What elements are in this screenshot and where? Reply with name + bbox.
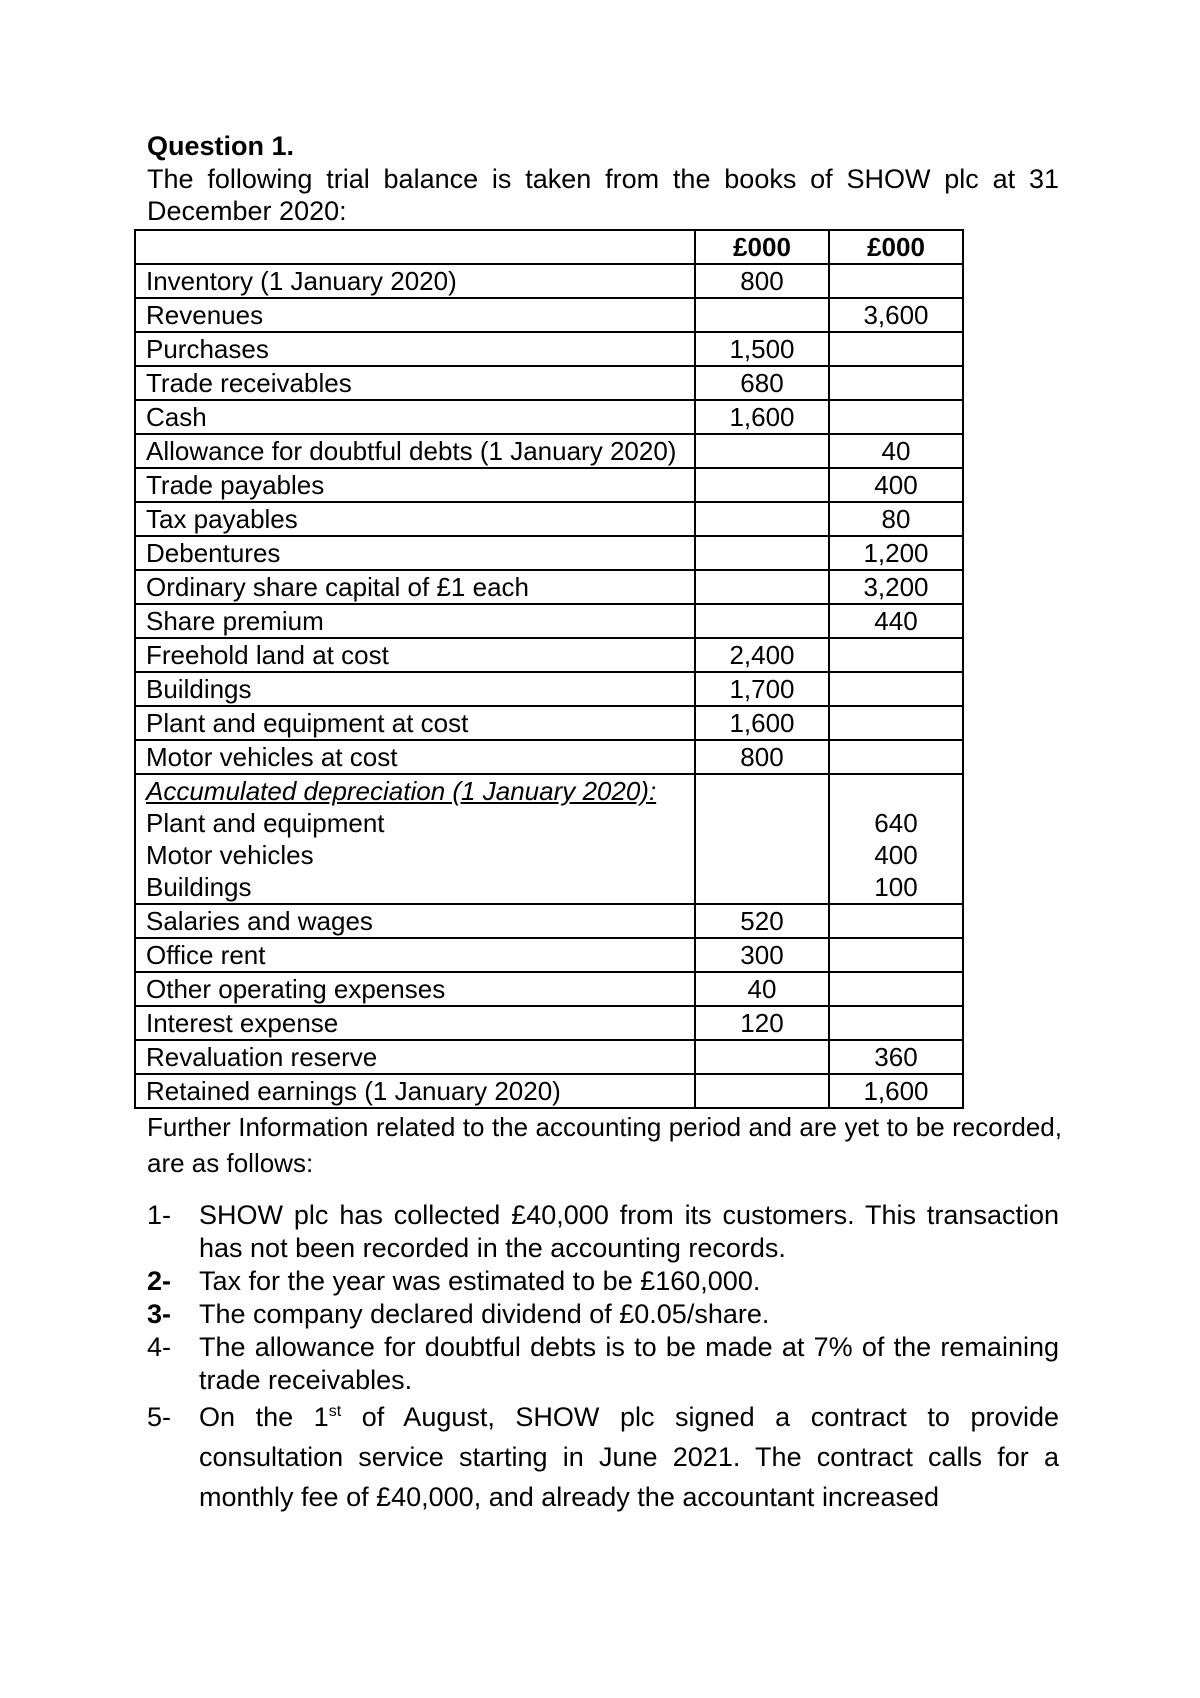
row-debit: 800 [695, 740, 829, 774]
row-label: Tax payables [135, 502, 695, 536]
row-label: Trade payables [135, 468, 695, 502]
note-text: The allowance for doubtful debts is to be made at 7% of the remaining trade receivables. [199, 1332, 1059, 1395]
acc-dep-label-cell [135, 774, 695, 904]
header-cell-debit: £000 [695, 230, 829, 264]
row-label: Inventory (1 January 2020) [135, 264, 695, 298]
row-debit: 2,400 [695, 638, 829, 672]
row-credit [829, 400, 963, 434]
row-label: Retained earnings (1 January 2020) [135, 1074, 695, 1108]
row-debit: 1,600 [695, 706, 829, 740]
row-debit: 40 [695, 972, 829, 1006]
table-row [135, 672, 963, 706]
table-row [135, 366, 963, 400]
row-label: Plant and equipment at cost [135, 706, 695, 740]
header-cell-label [135, 230, 695, 264]
note-number: 1- [147, 1200, 172, 1230]
row-credit [829, 740, 963, 774]
row-label: Motor vehicles at cost [135, 740, 695, 774]
acc-dep-item-label: Plant and equipment [146, 808, 385, 838]
table-row [135, 972, 963, 1006]
row-debit [695, 298, 829, 332]
further-information: Further Information related to the accounting period and are yet to be recorded, are as follows: [147, 1112, 1062, 1178]
row-label: Revaluation reserve [135, 1040, 695, 1074]
note-text-after: of August, SHOW plc signed a contract to provide consultation service starting in June 2021. The contract calls for a monthly fee of £40,000, and already the accountant increased [199, 1402, 1059, 1512]
table-row [135, 502, 963, 536]
table-row [135, 740, 963, 774]
table-row [135, 1074, 963, 1108]
note-text: Tax for the year was estimated to be £160,000. [199, 1266, 761, 1296]
table-row [135, 400, 963, 434]
table-row [135, 570, 963, 604]
note-number: 4- [147, 1332, 172, 1362]
table-row [135, 938, 963, 972]
note-text: SHOW plc has collected £40,000 from its customers. This transaction has not been recorded in the accounting records. [199, 1200, 1059, 1263]
table-row [135, 536, 963, 570]
row-credit: 80 [829, 502, 963, 536]
note-item [147, 1397, 1059, 1517]
table-row [135, 904, 963, 938]
row-debit [695, 1040, 829, 1074]
row-debit [695, 502, 829, 536]
row-credit: 360 [829, 1040, 963, 1074]
acc-dep-debit-cell [695, 774, 829, 904]
note-item [147, 1298, 1059, 1331]
row-debit [695, 468, 829, 502]
row-label: Revenues [135, 298, 695, 332]
acc-dep-heading: Accumulated depreciation (1 January 2020): [146, 776, 657, 806]
header-cell-credit: £000 [829, 230, 963, 264]
row-debit: 520 [695, 904, 829, 938]
row-credit [829, 264, 963, 298]
row-label: Other operating expenses [135, 972, 695, 1006]
acc-dep-item-label: Buildings [146, 872, 252, 902]
row-debit [695, 536, 829, 570]
row-credit [829, 366, 963, 400]
acc-dep-item-label: Motor vehicles [146, 840, 314, 870]
row-credit [829, 904, 963, 938]
trial-balance-table [134, 229, 964, 1109]
row-credit: 1,600 [829, 1074, 963, 1108]
row-credit [829, 938, 963, 972]
table-row [135, 604, 963, 638]
acc-dep-item-value: 640 [874, 808, 918, 838]
acc-dep-item-value: 400 [874, 840, 918, 870]
table-row [135, 638, 963, 672]
acc-dep-credit-cell [829, 774, 963, 904]
row-label: Debentures [135, 536, 695, 570]
row-label: Salaries and wages [135, 904, 695, 938]
acc-dep-item-value: 100 [874, 872, 918, 902]
question-intro: The following trial balance is taken from the books of SHOW plc at 31 December 2020: [147, 164, 1059, 226]
row-debit [695, 604, 829, 638]
row-label: Office rent [135, 938, 695, 972]
row-debit: 800 [695, 264, 829, 298]
row-credit [829, 672, 963, 706]
row-label: Purchases [135, 332, 695, 366]
question-title: Question 1. [147, 131, 295, 161]
row-credit: 400 [829, 468, 963, 502]
row-debit [695, 434, 829, 468]
note-item [147, 1331, 1059, 1397]
row-label: Allowance for doubtful debts (1 January 2020) [135, 434, 695, 468]
row-credit: 1,200 [829, 536, 963, 570]
row-credit: 3,600 [829, 298, 963, 332]
note-text: The company declared dividend of £0.05/share. [199, 1299, 770, 1329]
row-credit [829, 332, 963, 366]
table-row [135, 298, 963, 332]
row-label: Share premium [135, 604, 695, 638]
row-label: Freehold land at cost [135, 638, 695, 672]
row-label: Interest expense [135, 1006, 695, 1040]
table-header-row [135, 230, 963, 264]
note-number: 5- [147, 1402, 172, 1432]
row-credit: 40 [829, 434, 963, 468]
row-credit: 3,200 [829, 570, 963, 604]
notes-list [147, 1199, 1062, 1517]
note-number: 2- [147, 1266, 172, 1296]
row-debit: 1,500 [695, 332, 829, 366]
document-page [147, 130, 1062, 1517]
table-row [135, 1040, 963, 1074]
table-row [135, 1006, 963, 1040]
note-item [147, 1265, 1059, 1298]
row-debit: 120 [695, 1006, 829, 1040]
row-debit: 1,700 [695, 672, 829, 706]
table-row [135, 468, 963, 502]
row-debit [695, 570, 829, 604]
row-debit [695, 1074, 829, 1108]
row-label: Cash [135, 400, 695, 434]
table-row [135, 332, 963, 366]
row-debit: 1,600 [695, 400, 829, 434]
row-credit [829, 972, 963, 1006]
table-row [135, 264, 963, 298]
table-row [135, 706, 963, 740]
row-credit [829, 1006, 963, 1040]
table-row [135, 434, 963, 468]
row-credit: 440 [829, 604, 963, 638]
row-debit: 680 [695, 366, 829, 400]
accumulated-depreciation-row [135, 774, 963, 904]
row-credit [829, 638, 963, 672]
row-debit: 300 [695, 938, 829, 972]
row-label: Trade receivables [135, 366, 695, 400]
row-credit [829, 706, 963, 740]
row-label: Ordinary share capital of £1 each [135, 570, 695, 604]
note-item [147, 1199, 1059, 1265]
note-text-before: On the 1 [199, 1402, 329, 1432]
note-superscript: st [328, 1403, 342, 1420]
note-number: 3- [147, 1299, 172, 1329]
row-label: Buildings [135, 672, 695, 706]
